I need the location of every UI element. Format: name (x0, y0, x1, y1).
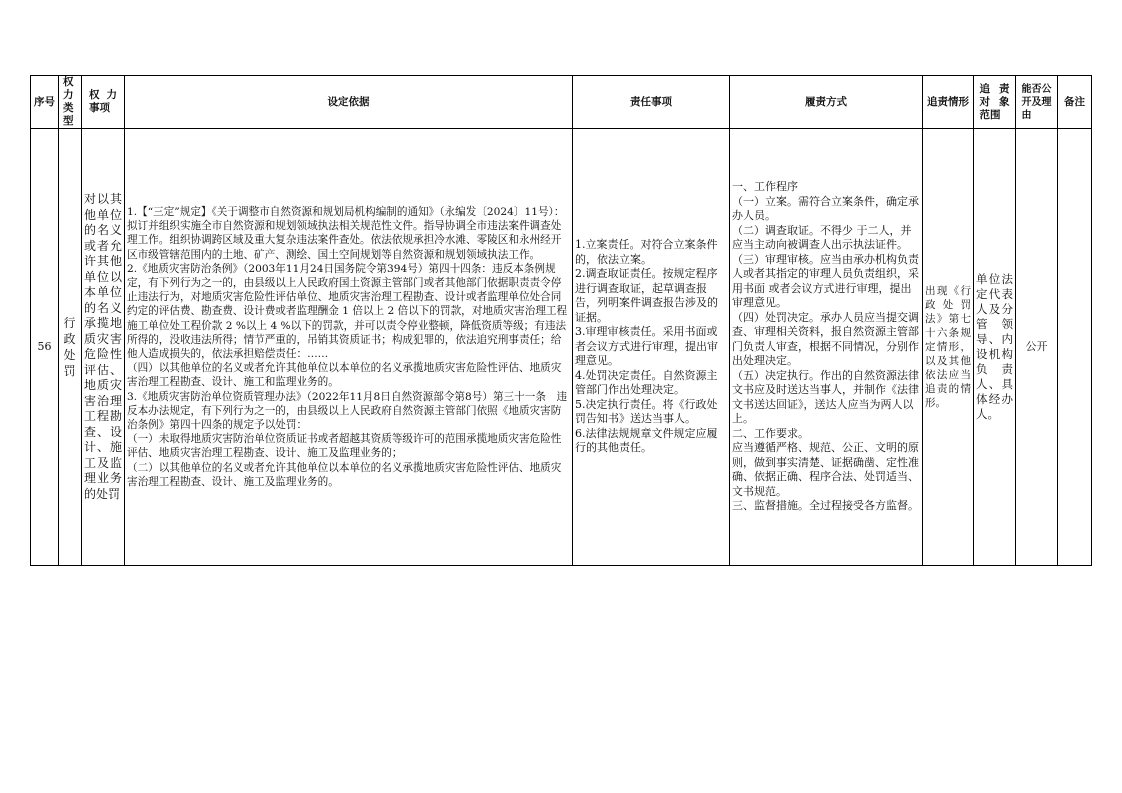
header-scope-text: 追责对象范围 (979, 82, 1010, 121)
basis-paragraph: （四）以其他单位的名义或者允许其他单位以本单位的名义承揽地质灾害危险性评估、地质灾害治理工程勘查、设计、施工和监理业务的。 (127, 362, 562, 389)
method-paragraph: 应当遵循严格、规范、公正、文明的原则，做到事实清楚、证据确凿、定性准确、依据正确、程序合法、处罚适当、文书规范。 (732, 441, 919, 498)
cell-accountability (923, 129, 974, 566)
header-accountability: 追责情形 (923, 76, 974, 129)
header-responsibility: 责任事项 (573, 76, 730, 129)
cell-accountability-text: 出现《行政处罚法》第七十六条规定情形，以及其他依法应当追责的情形。 (925, 285, 971, 409)
method-lines (732, 180, 920, 514)
method-paragraph: 二、工作要求。 (732, 426, 809, 440)
cell-remark (1058, 129, 1092, 566)
header-basis: 设定依据 (125, 76, 573, 129)
header-item-text: 权力事项 (89, 89, 117, 114)
responsibility-paragraph: 2.调查取证责任。按规定程序进行调查取证，起草调查报告，列明案件调查报告涉及的证据。 (575, 267, 718, 324)
method-paragraph: 三、监督措施。全过程接受各方监督。 (732, 499, 919, 513)
cell-basis (125, 129, 573, 566)
header-item (82, 76, 125, 129)
responsibility-paragraph: 6.法律法规规章文件规定应履行的其他责任。 (575, 426, 718, 455)
basis-paragraph: 1.【“三定”规定】《关于调整市自然资源和规划局机构编制的通知》（永编发〔2024〕11号）：拟订并组织实施全市自然资源和规划领域执法相关规范性文件。指导协调全市违法案件调查处理工作。组织协调跨区域及重大复杂违法案件查处。依法依规承担冷水滩、零陵区和永州经开区市级管辖范围内的土地、矿产、测绘、国土空间规划等自然资源和规划领域执法工作。 (127, 205, 565, 261)
responsibility-lines (575, 238, 727, 456)
responsibility-paragraph: 3.审理审核责任。采用书面或者会议方式进行审理，提出审理意见。 (575, 325, 718, 368)
cell-publicity: 公开 (1016, 129, 1058, 566)
cell-scope (974, 129, 1016, 566)
responsibility-paragraph: 5.决定执行责任。将《行政处罚告知书》送达当事人。 (575, 397, 718, 426)
responsibility-paragraph: 4.处罚决定责任。自然资源主管部门作出处理决定。 (575, 368, 718, 397)
method-paragraph: （四）处罚决定。承办人员应当提交调查、审理相关资料，报自然资源主管部门负责人审查，根据不同情况，分别作出处理决定。 (732, 310, 919, 368)
responsibility-paragraph: 1.立案责任。对符合立案条件的，依法立案。 (575, 238, 718, 266)
header-type-text: 权力类型 (63, 76, 74, 127)
cell-scope-text: 单位法定代表人及分管领导、内设机构负责人、具体经办人。 (976, 272, 1013, 421)
cell-method (730, 129, 923, 566)
table-row (31, 129, 1092, 566)
basis-paragraph: （二）以其他单位的名义或者允许其他单位以本单位的名义承揽地质灾害危险性评估、地质灾害治理工程勘查、设计、施工及监理业务的。 (127, 461, 562, 488)
cell-seq: 56 (31, 129, 59, 566)
method-paragraph: （一）立案。需符合立案条件，确定承办人员。 (732, 194, 919, 223)
cell-item (82, 129, 125, 566)
cell-type (59, 129, 82, 566)
method-paragraph: （五）决定执行。作出的自然资源法律文书应及时送达当事人，并制作《法律文书送达回证》，送达人应当为两人以上。 (732, 368, 919, 426)
header-row (31, 76, 1092, 129)
cell-item-text: 对以其他单位的名义或者允许其他单位以本单位的名义承揽地质灾害危险性评估、地质灾害治理工程勘查、设计、施工及监理业务的处罚 (84, 192, 122, 501)
method-paragraph: 一、工作程序 (732, 180, 798, 194)
header-seq: 序号 (31, 76, 59, 129)
cell-responsibility (573, 129, 730, 566)
authority-list-table (30, 75, 1092, 566)
header-remark: 备注 (1058, 76, 1092, 129)
cell-type-text: 行政处罚 (63, 316, 76, 378)
header-publicity (1016, 76, 1058, 129)
header-scope (974, 76, 1016, 129)
basis-paragraph: 3.《地质灾害防治单位资质管理办法》（2022年11月8日自然资源部令第8号）第三十一条 违反本办法规定，有下列行为之一的，由县级以上人民政府自然资源主管部门依照《地质灾害防治条例》第四十四条的规定予以处罚： (127, 390, 568, 432)
basis-lines (127, 205, 570, 489)
method-paragraph: （三）审理审核。应当由承办机构负责人或者其指定的审理人员负责组织，采用书面 或者会议方式进行审理，提出审理意见。 (732, 252, 919, 310)
header-publicity-text: 能否公开及理由 (1021, 83, 1052, 121)
method-paragraph: （二）调查取证。不得少 于二人，并应当主动向被调查人出示执法证件。 (732, 223, 912, 252)
header-type (59, 76, 82, 129)
basis-paragraph: 2.《地质灾害防治条例》（2003年11月24日国务院令第394号）第四十四条：违反本条例规定，有下列行为之一的，由县级以上人民政府国土资源主管部门或者其他部门依据职责责令停止违法行为，对地质灾害危险性评估单位、地质灾害治理工程勘查、设计或者监理单位处合同约定的评估费、勘查费、设计费或者监理酬金 1 倍以上 2 倍以下的罚款，对地质灾害治理工程施工单位处工程价款 2 %以上 4 %以下的罚款，并可以责令停业整顿，降低资质等级；有违法所得的，没收违法所得；情节严重的，吊销其资质证书；构成犯罪的，依法追究刑事责任；给他人造成损失的，依法承担赔偿责任：…… (127, 262, 568, 360)
basis-paragraph: （一）未取得地质灾害防治单位资质证书或者超越其资质等级许可的范围承揽地质灾害危险性评估、地质灾害治理工程勘查、设计、施工及监理业务的； (127, 433, 562, 460)
header-method: 履责方式 (730, 76, 923, 129)
